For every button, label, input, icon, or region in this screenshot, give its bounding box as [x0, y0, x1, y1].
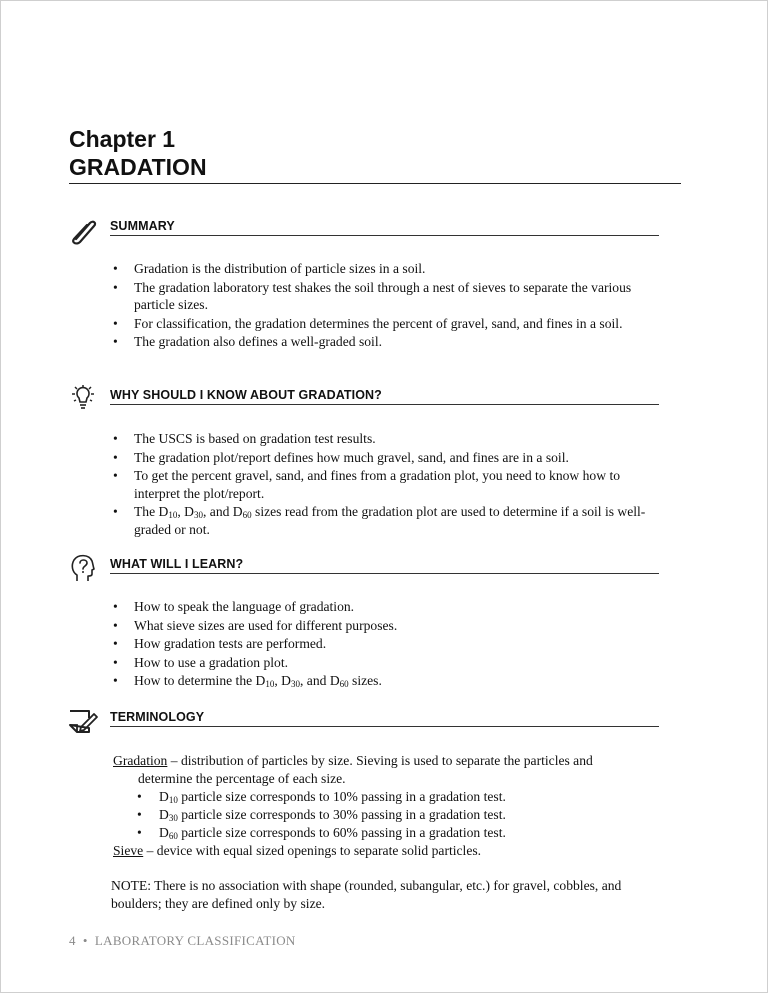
- section-why-header: [65, 384, 659, 414]
- paperclip-icon: [67, 215, 99, 245]
- list-item: • $D_{60}$ particle size corresponds to 60% passing in a gradation test.: [137, 824, 658, 842]
- head-question-icon: [67, 553, 99, 583]
- footer-title: LABORATORY CLASSIFICATION: [94, 933, 296, 948]
- list-item: • $D_{10}$ particle size corresponds to 10% passing in a gradation test.: [137, 788, 658, 806]
- list-item: • How to speak the language of gradation.: [111, 598, 651, 616]
- list-item: • The gradation laboratory test shakes the soil through a nest of sieves to separate the various particle sizes.: [111, 279, 651, 314]
- chapter-heading: [69, 125, 681, 184]
- why-bullets: [111, 430, 651, 539]
- list-item: • For classification, the gradation determines the percent of gravel, sand, and fines in a soil.: [111, 315, 651, 333]
- chapter-title: GRADATION: [69, 154, 207, 180]
- term-gradation: Gradation – distribution of particles by size. Sieving is used to separate the particles and: [113, 753, 593, 768]
- term-name: Gradation: [113, 753, 168, 768]
- section-summary-header: [65, 215, 659, 245]
- list-item: • What sieve sizes are used for different purposes.: [111, 617, 651, 635]
- list-item: • How to determine the $D_{10}$, $D_{30}$, and $D_{60}$ sizes.: [111, 672, 651, 690]
- section-terminology-header: [65, 706, 659, 736]
- terminology-body: [113, 752, 658, 860]
- list-item: • The gradation also defines a well-graded soil.: [111, 333, 651, 351]
- page-footer: [69, 933, 296, 949]
- list-item: • The $D_{10}$, $D_{30}$, and $D_{60}$ sizes read from the gradation plot are used to determine if a soil is well-graded or not.: [111, 503, 651, 538]
- section-why-title: WHY SHOULD I KNOW ABOUT GRADATION?: [110, 388, 659, 405]
- list-item: • To get the percent gravel, sand, and fines from a gradation plot, you need to know how to interpret the plot/report.: [111, 467, 651, 502]
- section-summary-title: SUMMARY: [110, 219, 659, 236]
- list-item: • Gradation is the distribution of particle sizes in a soil.: [111, 260, 651, 278]
- term-gradation-continued: determine the percentage of each size.: [138, 771, 346, 786]
- d-size-list: [113, 788, 658, 842]
- footer-separator: •: [82, 933, 88, 948]
- note-pencil-icon: [67, 706, 99, 736]
- list-item: • $D_{30}$ particle size corresponds to 30% passing in a gradation test.: [137, 806, 658, 824]
- term-sieve: Sieve – device with equal sized openings to separate solid particles.: [113, 843, 482, 858]
- section-learn-title: WHAT WILL I LEARN?: [110, 557, 659, 574]
- learn-bullets: [111, 598, 651, 691]
- note-paragraph: NOTE: There is no association with shape (rounded, subangular, etc.) for gravel, cobbles, and boulders; they are defined only by size.: [111, 878, 622, 911]
- lightbulb-icon: [67, 384, 99, 414]
- section-terminology-title: TERMINOLOGY: [110, 710, 659, 727]
- section-learn-header: [65, 553, 659, 583]
- term-name: Sieve: [113, 843, 144, 858]
- summary-bullets: [111, 260, 651, 352]
- list-item: • How gradation tests are performed.: [111, 635, 651, 653]
- list-item: • The gradation plot/report defines how much gravel, sand, and fines are in a soil.: [111, 449, 651, 467]
- page-number: 4: [69, 933, 76, 948]
- list-item: • How to use a gradation plot.: [111, 654, 651, 672]
- chapter-label: Chapter 1: [69, 126, 176, 152]
- list-item: • The USCS is based on gradation test results.: [111, 430, 651, 448]
